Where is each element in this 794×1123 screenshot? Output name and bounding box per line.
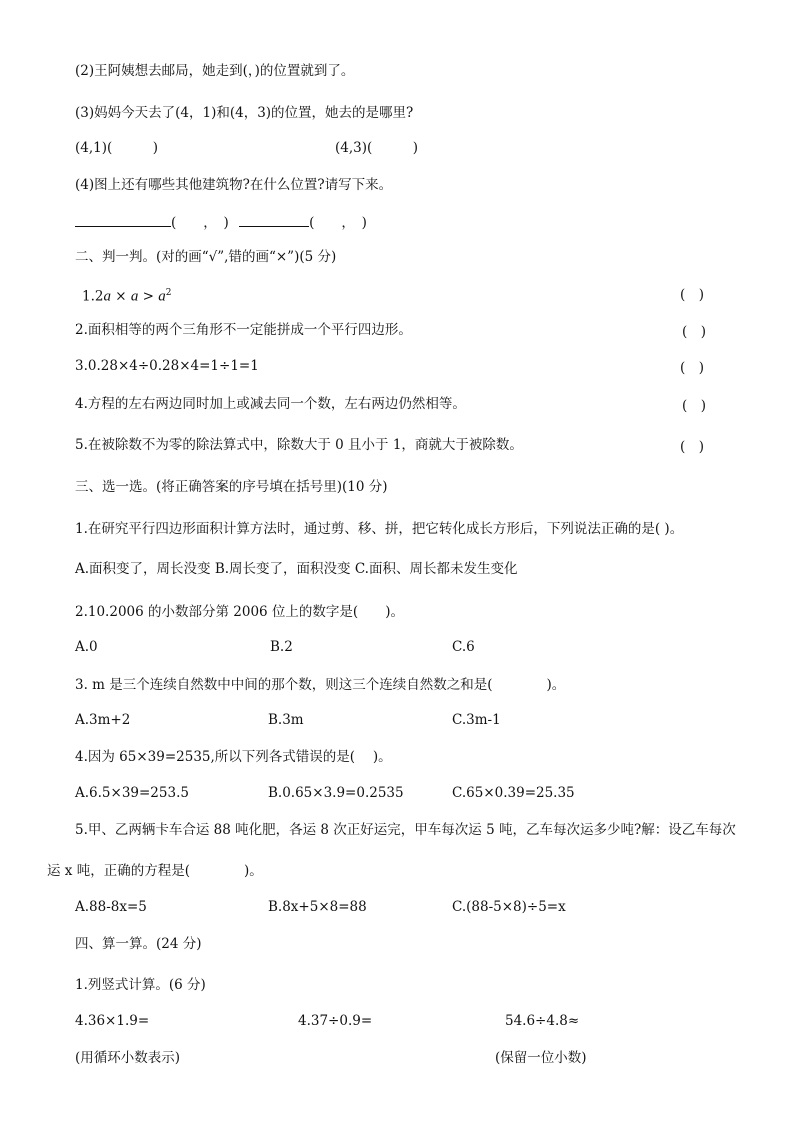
answer-blank (75, 212, 171, 227)
option-c: C.6 (452, 639, 475, 655)
choice-question-2: 2.10.2006 的小数部分第 2006 位上的数字是( )。 (75, 604, 404, 620)
section-3-heading: 三、选一选。(将正确答案的序号填在括号里)(10 分) (75, 479, 388, 495)
option-c: C.(88-5×8)÷5=x (452, 899, 566, 915)
answer-paren: ( ， ) (309, 215, 367, 231)
option-b: B.3m (268, 712, 304, 728)
option-c: C.3m-1 (452, 712, 501, 728)
calc-item-1: 4.36×1.9= (75, 1013, 150, 1029)
question-3-text: (3)妈妈今天去了(4，1)和(4，3)的位置，她去的是哪里? (75, 105, 414, 121)
answer-blank (239, 212, 309, 227)
judge-item-3: 3.0.28×4÷0.28×4=1÷1=1 (75, 358, 259, 374)
greater-sign: > (138, 288, 159, 305)
judge-paren-5: ( ) (680, 439, 705, 455)
times-sign: × (110, 288, 131, 305)
judge-item-1 (82, 284, 172, 306)
math-var: a (103, 288, 111, 305)
calc-item-3: 54.6÷4.8≈ (505, 1013, 580, 1029)
judge-paren-1: ( ) (680, 287, 705, 303)
judge-item-5: 5.在被除数不为零的除法算式中，除数大于 0 且小于 1，商就大于被除数。 (75, 437, 523, 453)
question-4-answer-line (75, 212, 367, 232)
choice-question-4: 4.因为 65×39=2535,所以下列各式错误的是( )。 (75, 749, 392, 765)
question-3-answer-a: (4,1)( ) (75, 140, 159, 156)
section-4-sub-1: 1.列竖式计算。(6 分) (75, 977, 206, 993)
math-var: a (158, 288, 166, 305)
calc-note-1: (用循环小数表示) (75, 1050, 181, 1066)
option-a: A.6.5×39=253.5 (75, 785, 189, 801)
judge-item-2: 2.面积相等的两个三角形不一定能拼成一个平行四边形。 (75, 322, 412, 338)
option-b: B.2 (270, 639, 293, 655)
judge-paren-4: ( ) (682, 398, 707, 414)
choice-question-5-line-1: 5.甲、乙两辆卡车合运 88 吨化肥，各运 8 次正好运完，甲车每次运 5 吨，乙车每次运多少吨?解：设乙车每次 (75, 822, 736, 838)
option-a: A.3m+2 (75, 712, 131, 728)
choice-question-1-options: A.面积变了，周长没变 B.周长变了，面积没变 C.面积、周长都未发生变化 (75, 561, 518, 577)
exponent: 2 (165, 288, 172, 298)
option-b: B.0.65×3.9=0.2535 (268, 785, 404, 801)
option-a: A.0 (75, 639, 98, 655)
item-number: 1.2 (82, 288, 104, 305)
judge-paren-3: ( ) (680, 360, 705, 376)
choice-question-3: 3. m 是三个连续自然数中中间的那个数，则这三个连续自然数之和是( )。 (75, 677, 566, 693)
question-2-text: (2)王阿姨想去邮局，她走到(，)的位置就到了。 (75, 63, 355, 79)
question-4-text: (4)图上还有哪些其他建筑物?在什么位置?请写下来。 (75, 177, 393, 193)
math-var: a (130, 288, 139, 305)
question-3-answer-b: (4,3)( ) (335, 140, 419, 156)
answer-paren: ( ， ) (171, 215, 229, 231)
choice-question-1: 1.在研究平行四边形面积计算方法时，通过剪、移、拼，把它转化成长方形后，下列说法正确的是( )。 (75, 521, 684, 537)
calc-item-2: 4.37÷0.9= (298, 1013, 373, 1029)
option-a: A.88-8x=5 (75, 899, 147, 915)
option-c: C.65×0.39=25.35 (452, 785, 575, 801)
judge-paren-2: ( ) (682, 324, 707, 340)
judge-item-4: 4.方程的左右两边同时加上或减去同一个数，左右两边仍然相等。 (75, 396, 466, 412)
option-b: B.8x+5×8=88 (268, 899, 367, 915)
calc-note-2: (保留一位小数) (495, 1050, 587, 1066)
choice-question-5-line-2: 运 x 吨，正确的方程是( )。 (47, 863, 263, 879)
section-4-heading: 四、算一算。(24 分) (75, 936, 202, 952)
section-2-heading: 二、判一判。(对的画“√”,错的画“×”)(5 分) (75, 249, 337, 265)
